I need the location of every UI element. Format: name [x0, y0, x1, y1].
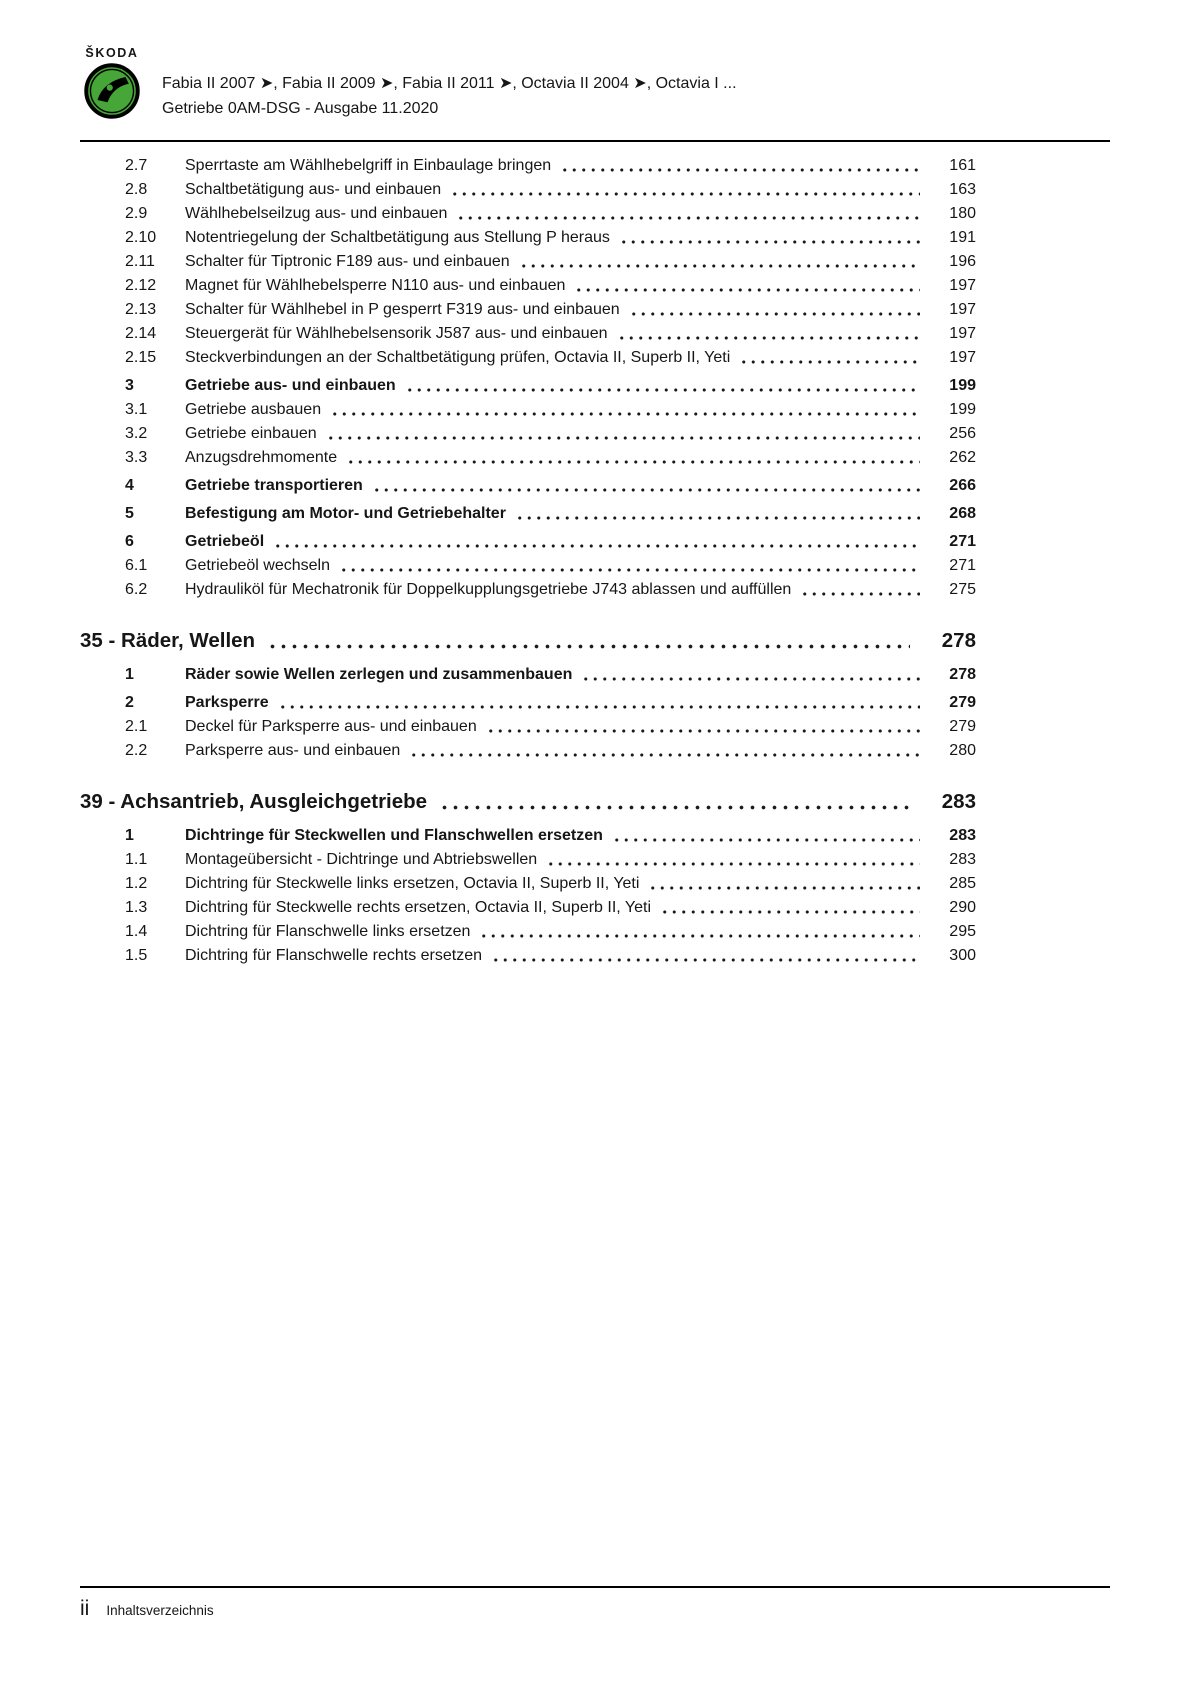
- entry-title: Dichtring für Flanschwelle rechts ersetzen: [185, 947, 483, 964]
- entry-number: 1.1: [125, 851, 148, 868]
- entry-page-number: 279: [949, 694, 976, 711]
- entry-page-number: 271: [949, 557, 976, 574]
- dot-leader: [619, 226, 920, 250]
- entry-number: 4: [125, 477, 134, 494]
- page-footer: [80, 1597, 214, 1621]
- entry-title: Schaltbetätigung aus- und einbauen: [185, 181, 442, 198]
- dot-leader: [546, 848, 920, 872]
- dot-leader: [479, 920, 920, 944]
- entry-title: Parksperre aus- und einbauen: [185, 742, 401, 759]
- entry-number: 1.3: [125, 899, 148, 916]
- entry-title: Deckel für Parksperre aus- und einbauen: [185, 718, 477, 735]
- entry-number: 2.15: [125, 349, 157, 366]
- toc-entry-row: [80, 663, 976, 687]
- header-divider: [80, 140, 1110, 142]
- entry-title: Notentriegelung der Schaltbetätigung aus Stellung P heraus: [185, 229, 610, 246]
- entry-number: 2.7: [125, 157, 148, 174]
- chapter-title: 35 - Räder, Wellen: [80, 629, 256, 652]
- entry-title: Dichtring für Steckwelle links ersetzen, Octavia II, Superb II, Yeti: [185, 875, 640, 892]
- header-text: [162, 46, 737, 121]
- dot-leader: [278, 691, 920, 715]
- dot-leader: [739, 346, 920, 370]
- toc-entry-row: [80, 374, 976, 398]
- dot-leader: [330, 398, 920, 422]
- entry-page-number: 279: [949, 718, 976, 735]
- dot-leader: [612, 824, 920, 848]
- skoda-logo-icon: [84, 63, 140, 119]
- entry-title: Getriebe aus- und einbauen: [185, 377, 396, 394]
- dot-leader: [800, 578, 920, 602]
- dot-leader: [560, 154, 920, 178]
- page-header: [80, 46, 1110, 121]
- toc-entry-row: [80, 715, 976, 739]
- toc-entry-row: [80, 848, 976, 872]
- entry-title: Parksperre: [185, 694, 269, 711]
- dot-leader: [339, 554, 920, 578]
- entry-page-number: 199: [949, 401, 976, 418]
- entry-page-number: 262: [949, 449, 976, 466]
- toc-entry-row: [80, 398, 976, 422]
- entry-title: Dichtring für Steckwelle rechts ersetzen, Octavia II, Superb II, Yeti: [185, 899, 651, 916]
- chapter-heading-row: [80, 626, 976, 656]
- entry-page-number: 275: [949, 581, 976, 598]
- dot-leader: [439, 787, 910, 817]
- dot-leader: [581, 663, 920, 687]
- entry-page-number: 285: [949, 875, 976, 892]
- toc-entry-row: [80, 896, 976, 920]
- toc-entry-row: [80, 920, 976, 944]
- dot-leader: [456, 202, 920, 226]
- toc-entry-row: [80, 578, 976, 602]
- chapter-page-number: 278: [941, 629, 976, 652]
- dot-leader: [660, 896, 920, 920]
- entry-page-number: 197: [949, 301, 976, 318]
- toc-entry-row: [80, 226, 976, 250]
- toc-entry-row: [80, 154, 976, 178]
- entry-number: 2.9: [125, 205, 148, 222]
- header-subtitle: Getriebe 0AM-DSG - Ausgabe 11.2020: [162, 100, 439, 117]
- entry-number: 3.1: [125, 401, 148, 418]
- toc-entry-row: [80, 322, 976, 346]
- toc-entry-row: [80, 530, 976, 554]
- entry-page-number: 197: [949, 325, 976, 342]
- toc-entry-row: [80, 446, 976, 470]
- entry-page-number: 196: [949, 253, 976, 270]
- entry-number: 2.8: [125, 181, 148, 198]
- entry-page-number: 256: [949, 425, 976, 442]
- entry-title: Getriebeöl: [185, 533, 265, 550]
- entry-title: Steckverbindungen an der Schaltbetätigung prüfen, Octavia II, Superb II, Yeti: [185, 349, 731, 366]
- entry-title: Montageübersicht - Dichtringe und Abtriebswellen: [185, 851, 538, 868]
- entry-number: 5: [125, 505, 134, 522]
- entry-number: 2.1: [125, 718, 148, 735]
- entry-page-number: 191: [949, 229, 976, 246]
- entry-page-number: 180: [949, 205, 976, 222]
- toc-entry-row: [80, 178, 976, 202]
- entry-title: Hydrauliköl für Mechatronik für Doppelkupplungsgetriebe J743 ablassen und auffüllen: [185, 581, 792, 598]
- entry-title: Magnet für Wählhebelsperre N110 aus- und einbauen: [185, 277, 566, 294]
- dot-leader: [409, 739, 920, 763]
- entry-number: 2.11: [125, 253, 155, 270]
- entry-number: 1.5: [125, 947, 148, 964]
- toc-entry-row: [80, 502, 976, 526]
- entry-page-number: 283: [949, 827, 976, 844]
- entry-page-number: 197: [949, 277, 976, 294]
- toc-section: [80, 154, 976, 602]
- entry-number: 6.1: [125, 557, 148, 574]
- entry-title: Schalter für Wählhebel in P gesperrt F319 aus- und einbauen: [185, 301, 620, 318]
- entry-number: 6: [125, 533, 134, 550]
- dot-leader: [326, 422, 920, 446]
- entry-number: 2.14: [125, 325, 157, 342]
- entry-number: 2.13: [125, 301, 157, 318]
- entry-title: Sperrtaste am Wählhebelgriff in Einbaulage bringen: [185, 157, 552, 174]
- entry-number: 1.2: [125, 875, 148, 892]
- entry-title: Getriebe einbauen: [185, 425, 317, 442]
- chapter-heading-row: [80, 787, 976, 817]
- toc-entry-row: [80, 346, 976, 370]
- entry-title: Steuergerät für Wählhebelsensorik J587 aus- und einbauen: [185, 325, 608, 342]
- entry-title: Dichtringe für Steckwellen und Flanschwellen ersetzen: [185, 827, 603, 844]
- entry-page-number: 278: [949, 666, 976, 683]
- table-of-contents: [80, 154, 976, 968]
- dot-leader: [617, 322, 921, 346]
- dot-leader: [515, 502, 920, 526]
- entry-title: Schalter für Tiptronic F189 aus- und einbauen: [185, 253, 510, 270]
- brand-block: [80, 46, 144, 119]
- toc-entry-row: [80, 554, 976, 578]
- entry-title: Getriebe ausbauen: [185, 401, 322, 418]
- entry-page-number: 268: [949, 505, 976, 522]
- entry-number: 2.12: [125, 277, 157, 294]
- dot-leader: [405, 374, 920, 398]
- entry-page-number: 283: [949, 851, 976, 868]
- dot-leader: [491, 944, 920, 968]
- entry-title: Dichtring für Flanschwelle links ersetzen: [185, 923, 471, 940]
- dot-leader: [486, 715, 920, 739]
- dot-leader: [267, 626, 910, 656]
- entry-number: 3.3: [125, 449, 148, 466]
- toc-entry-row: [80, 202, 976, 226]
- toc-entry-row: [80, 274, 976, 298]
- entry-page-number: 161: [949, 157, 976, 174]
- toc-entry-row: [80, 250, 976, 274]
- dot-leader: [629, 298, 920, 322]
- entry-number: 2: [125, 694, 134, 711]
- entry-page-number: 271: [949, 533, 976, 550]
- entry-page-number: 199: [949, 377, 976, 394]
- entry-page-number: 163: [949, 181, 976, 198]
- skoda-wordmark: ŠKODA: [85, 46, 139, 60]
- entry-page-number: 280: [949, 742, 976, 759]
- toc-entry-row: [80, 739, 976, 763]
- dot-leader: [648, 872, 920, 896]
- footer-page-number: ii: [80, 1597, 90, 1620]
- toc-entry-row: [80, 298, 976, 322]
- toc-section: [80, 787, 976, 968]
- entry-title: Anzugsdrehmomente: [185, 449, 338, 466]
- entry-title: Getriebeöl wechseln: [185, 557, 330, 574]
- dot-leader: [372, 474, 920, 498]
- entry-title: Getriebe transportieren: [185, 477, 363, 494]
- toc-entry-row: [80, 422, 976, 446]
- dot-leader: [574, 274, 920, 298]
- chapter-title: 39 - Achsantrieb, Ausgleichgetriebe: [80, 790, 428, 813]
- entry-page-number: 197: [949, 349, 976, 366]
- dot-leader: [519, 250, 920, 274]
- entry-number: 1: [125, 827, 134, 844]
- footer-divider: [80, 1586, 1110, 1588]
- footer-label: Inhaltsverzeichnis: [106, 1603, 214, 1618]
- dot-leader: [273, 530, 920, 554]
- entry-page-number: 300: [949, 947, 976, 964]
- toc-entry-row: [80, 824, 976, 848]
- entry-number: 3.2: [125, 425, 148, 442]
- toc-section: [80, 626, 976, 763]
- chapter-page-number: 283: [941, 790, 976, 813]
- toc-entry-row: [80, 944, 976, 968]
- entry-title: Wählhebelseilzug aus- und einbauen: [185, 205, 448, 222]
- entry-number: 1.4: [125, 923, 148, 940]
- dot-leader: [450, 178, 920, 202]
- entry-title: Räder sowie Wellen zerlegen und zusammenbauen: [185, 666, 573, 683]
- header-models-line: Fabia II 2007 ➤, Fabia II 2009 ➤, Fabia II 2011 ➤, Octavia II 2004 ➤, Octavia I ...: [162, 75, 737, 92]
- entry-page-number: 290: [949, 899, 976, 916]
- toc-entry-row: [80, 691, 976, 715]
- entry-title: Befestigung am Motor- und Getriebehalter: [185, 505, 506, 522]
- entry-number: 6.2: [125, 581, 148, 598]
- entry-page-number: 266: [949, 477, 976, 494]
- toc-entry-row: [80, 872, 976, 896]
- entry-number: 2.10: [125, 229, 157, 246]
- entry-number: 3: [125, 377, 134, 394]
- entry-page-number: 295: [949, 923, 976, 940]
- entry-number: 2.2: [125, 742, 148, 759]
- dot-leader: [346, 446, 920, 470]
- toc-entry-row: [80, 474, 976, 498]
- entry-number: 1: [125, 666, 134, 683]
